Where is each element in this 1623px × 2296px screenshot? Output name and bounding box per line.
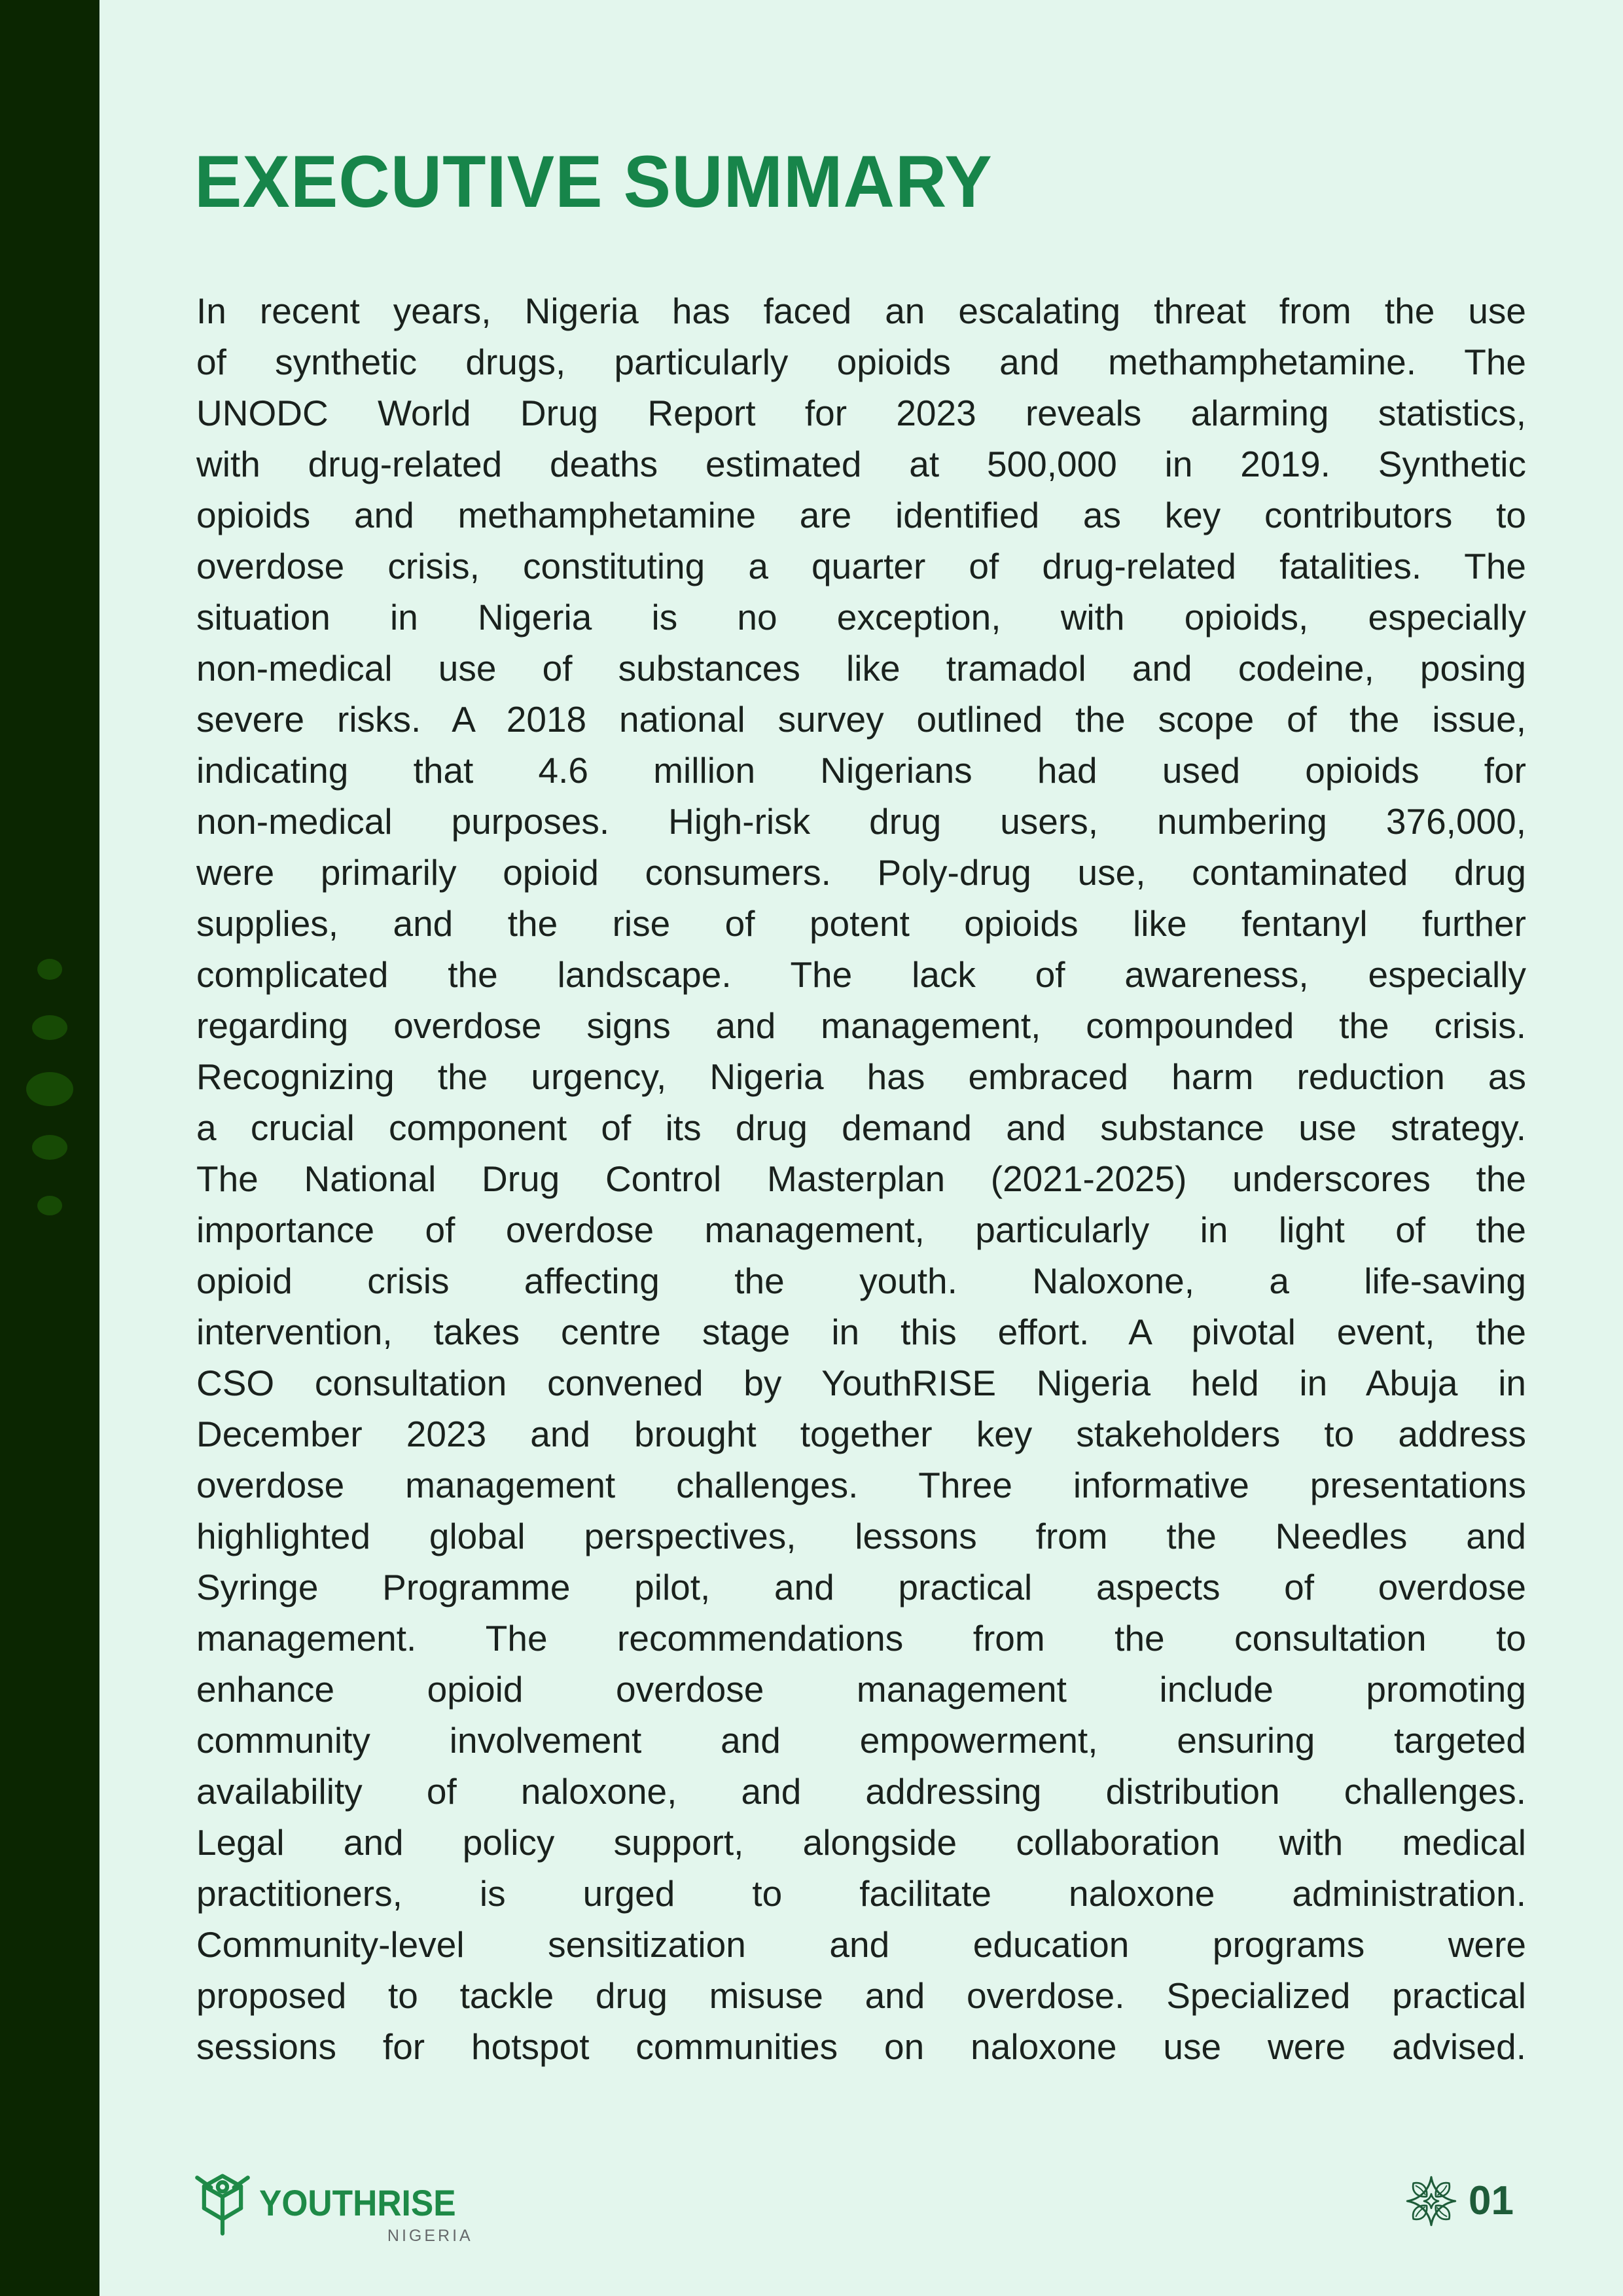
page-number: 01 (1469, 2178, 1514, 2223)
paragraph-line: complicated the landscape. The lack of awareness, especially (196, 954, 1526, 995)
paragraph-line: CSO consultation convened by YouthRISE Nigeria held in Abuja in (196, 1363, 1526, 1403)
paragraph-line: The National Drug Control Masterplan (2021-2025) underscores the (196, 1158, 1526, 1199)
paragraph-line: non-medical purposes. High-risk drug users, numbering 376,000, (196, 801, 1526, 842)
decorative-dot (37, 1196, 62, 1215)
leaf-star-ornament-icon (1406, 2176, 1457, 2227)
brand-name: YOUTHRISE (259, 2182, 456, 2223)
paragraph-line: supplies, and the rise of potent opioids like fentanyl further (196, 903, 1526, 944)
paragraph-line: In recent years, Nigeria has faced an escalating threat from the use (196, 291, 1526, 331)
brand-text-block (259, 2172, 473, 2244)
person-in-cube-logo-icon (194, 2172, 251, 2238)
paragraph-line: a crucial component of its drug demand and substance use strategy. (196, 1107, 1526, 1148)
executive-summary-text (196, 285, 1526, 2072)
paragraph-line: intervention, takes centre stage in this effort. A pivotal event, the (196, 1312, 1526, 1352)
paragraph-line: Legal and policy support, alongside collaboration with medical (196, 1822, 1526, 1863)
paragraph-line: enhance opioid overdose management include promoting (196, 1669, 1526, 1710)
decorative-dot (32, 1015, 67, 1040)
paragraph-line: importance of overdose management, particularly in light of the (196, 1210, 1526, 1250)
page-title: EXECUTIVE SUMMARY (194, 141, 993, 223)
decorative-dot (32, 1135, 67, 1160)
paragraph-line: Community-level sensitization and education programs were (196, 1924, 1526, 1965)
paragraph-line: management. The recommendations from the consultation to (196, 1618, 1526, 1659)
paragraph-line: December 2023 and brought together key stakeholders to address (196, 1414, 1526, 1454)
paragraph-line: Recognizing the urgency, Nigeria has embraced harm reduction as (196, 1056, 1526, 1097)
paragraph-line: proposed to tackle drug misuse and overdose. Specialized practical (196, 1975, 1526, 2016)
paragraph-line: non-medical use of substances like tramadol and codeine, posing (196, 648, 1526, 689)
paragraph-line: of synthetic drugs, particularly opioids and methamphetamine. The (196, 342, 1526, 382)
paragraph-line: severe risks. A 2018 national survey outlined the scope of the issue, (196, 699, 1526, 740)
paragraph-line: UNODC World Drug Report for 2023 reveals alarming statistics, (196, 393, 1526, 433)
paragraph-line: indicating that 4.6 million Nigerians had used opioids for (196, 750, 1526, 791)
paragraph-line: practitioners, is urged to facilitate naloxone administration. (196, 1873, 1526, 1914)
left-sidebar (0, 0, 99, 2296)
paragraph-line: situation in Nigeria is no exception, with opioids, especially (196, 597, 1526, 637)
paragraph-line: opioids and methamphetamine are identified as key contributors to (196, 495, 1526, 535)
paragraph-line: sessions for hotspot communities on naloxone use were advised. (196, 2026, 1526, 2067)
paragraph-line: opioid crisis affecting the youth. Naloxone, a life-saving (196, 1261, 1526, 1301)
paragraph-line: overdose management challenges. Three informative presentations (196, 1465, 1526, 1505)
paragraph-line: Syringe Programme pilot, and practical aspects of overdose (196, 1567, 1526, 1607)
page-number-group (1406, 2176, 1514, 2227)
paragraph-line: were primarily opioid consumers. Poly-drug use, contaminated drug (196, 852, 1526, 893)
brand-region: NIGERIA (387, 2227, 473, 2245)
decorative-dot (37, 959, 62, 980)
paragraph-line: with drug-related deaths estimated at 500,000 in 2019. Synthetic (196, 444, 1526, 484)
paragraph-line: availability of naloxone, and addressing distribution challenges. (196, 1771, 1526, 1812)
youthrise-logo (194, 2172, 473, 2244)
paragraph-line: community involvement and empowerment, ensuring targeted (196, 1720, 1526, 1761)
paragraph-line: overdose crisis, constituting a quarter of drug-related fatalities. The (196, 546, 1526, 586)
paragraph-line: regarding overdose signs and management, compounded the crisis. (196, 1005, 1526, 1046)
paragraph-line: highlighted global perspectives, lessons from the Needles and (196, 1516, 1526, 1556)
decorative-dot (26, 1072, 73, 1106)
